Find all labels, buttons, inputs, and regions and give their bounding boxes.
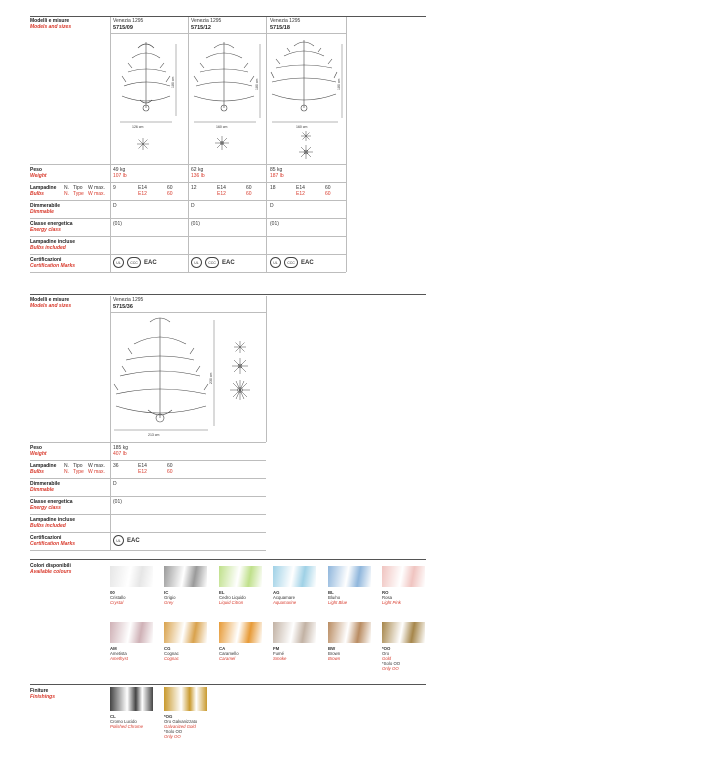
model-2-name: Venezia 1295 — [191, 18, 222, 24]
colour-name: Cristallo — [110, 595, 126, 600]
bulb-layout-icon — [229, 340, 251, 402]
label-weight: Peso Weight — [30, 167, 47, 179]
dimmable-value: D — [113, 203, 117, 209]
row-rule — [30, 200, 346, 201]
svg-text:230 cm: 230 cm — [209, 372, 213, 384]
bulbs-w-header: W max. — [88, 185, 105, 191]
row-rule — [30, 496, 266, 497]
finish-label — [164, 714, 197, 739]
svg-text:160 cm: 160 cm — [216, 125, 228, 129]
colour-name-en: Brown — [328, 656, 341, 661]
colour-name: Ametista — [110, 651, 127, 656]
col-sep — [266, 296, 267, 442]
label-certifications: Certificazioni Certification Marks — [30, 257, 76, 269]
finish-note-en: Only OO — [164, 734, 181, 739]
energy-value: (01) — [113, 499, 122, 505]
colour-swatch — [328, 566, 371, 587]
colour-name-en: Light Blue — [328, 600, 348, 605]
bulbs-type-header-en: Type — [73, 469, 84, 475]
colour-swatch — [382, 622, 425, 643]
colour-swatch — [328, 622, 371, 643]
ul-mark-icon: UL — [191, 257, 202, 268]
bulbs-w-header-en: W max. — [88, 191, 105, 197]
chandelier-drawing-5715-36 — [112, 314, 222, 438]
svg-text:160 cm: 160 cm — [296, 125, 308, 129]
finish-code: CL — [110, 714, 116, 719]
row-rule — [30, 460, 266, 461]
weight-value: 49 kg 107 lb — [113, 167, 127, 179]
bulbs-n-header-en: N. — [64, 469, 69, 475]
colour-code: *OO — [382, 646, 391, 651]
colour-swatch-label — [110, 590, 126, 605]
colour-swatch — [110, 566, 153, 587]
colour-code: IC — [164, 590, 169, 595]
svg-text:180 cm: 180 cm — [255, 78, 259, 90]
bulbs-w-header: W max. — [88, 463, 105, 469]
svg-text:180 cm: 180 cm — [337, 78, 341, 90]
colour-name-en: Cognac — [164, 656, 179, 661]
finishings-label: Finiture Finishings — [30, 688, 55, 700]
colour-name: Grigio — [164, 595, 176, 600]
colour-swatch — [382, 566, 425, 587]
cert-marks — [191, 257, 235, 268]
row-rule — [30, 236, 346, 237]
finish-note: *Solo OO — [164, 729, 183, 734]
colour-swatch-label — [382, 646, 400, 671]
model-4-code: 5715/36 — [113, 304, 133, 310]
cert-marks — [113, 257, 157, 268]
cert-marks — [113, 535, 140, 546]
label-dimmable: Dimmerabile Dimmable — [30, 481, 61, 493]
colour-name-en: Smoke — [273, 656, 287, 661]
colour-swatch — [110, 622, 153, 643]
ccc-mark-icon: CCC — [127, 257, 141, 268]
label-certifications: Certificazioni Certification Marks — [30, 535, 76, 547]
label-bulbs: Lampadine Bulbs — [30, 463, 57, 475]
colour-swatch-label — [382, 590, 401, 605]
bulbs-count: 9 — [113, 185, 116, 191]
eac-mark-icon: EAC — [127, 537, 140, 544]
eac-mark-icon: EAC — [222, 259, 235, 266]
section1-header-label: Modelli e misure Models and sizes — [30, 18, 72, 30]
colour-note-en: Only OO — [382, 666, 399, 671]
colour-swatch-label — [328, 590, 347, 605]
model-3-code: 5715/18 — [270, 25, 290, 31]
svg-text:213 cm: 213 cm — [148, 433, 160, 437]
colour-name: Blu/no — [328, 595, 341, 600]
row-rule — [30, 532, 266, 533]
finishings-top-rule — [30, 684, 426, 685]
colour-swatch — [273, 622, 316, 643]
colour-swatch-label — [328, 646, 340, 661]
chandelier-drawing-5715-09 — [118, 38, 184, 130]
bulbs-n-header: N. — [64, 463, 69, 469]
colour-note: *Solo OO — [382, 661, 401, 666]
colour-code: CG — [164, 646, 171, 651]
bulbs-type: E14 E12 — [138, 185, 147, 197]
bulbs-count: 12 — [191, 185, 197, 191]
weight-value: 85 kg 187 lb — [270, 167, 284, 179]
bulbs-type: E14 E12 — [296, 185, 305, 197]
bulbs-count: 18 — [270, 185, 276, 191]
colours-top-rule — [30, 559, 426, 560]
colour-swatch-label — [164, 646, 179, 661]
bulbs-type-header: Tipo — [73, 463, 83, 469]
row-rule — [30, 478, 266, 479]
colour-name-en: Gold — [382, 656, 392, 661]
model-4-name: Venezia 1295 — [113, 297, 144, 303]
colour-name-en: Liquid Citron — [219, 600, 244, 605]
bulbs-watt: 60 60 — [325, 185, 331, 197]
label-bulbs-included: Lampadine incluse Bulbs included — [30, 239, 76, 251]
label-energy-class: Classe energetica Energy class — [30, 221, 73, 233]
colours-label: Colori disponibili Available colours — [30, 563, 72, 575]
dimmable-value: D — [191, 203, 195, 209]
bulbs-count: 36 — [113, 463, 119, 469]
bulbs-watt: 60 60 — [167, 185, 173, 197]
row-rule — [30, 514, 266, 515]
row-rule — [30, 182, 346, 183]
colour-name: Rosa — [382, 595, 393, 600]
colour-name: Fumé — [273, 651, 284, 656]
eac-mark-icon: EAC — [301, 259, 314, 266]
dimmable-value: D — [113, 481, 117, 487]
finish-code: *OG — [164, 714, 173, 719]
colour-name-en: Crystal — [110, 600, 124, 605]
colour-code: AM — [110, 646, 117, 651]
colour-swatch — [164, 566, 207, 587]
colour-code: BW — [328, 646, 336, 651]
header-rule — [110, 33, 346, 34]
label-weight: Peso Weight — [30, 445, 47, 457]
eac-mark-icon: EAC — [144, 259, 157, 266]
finish-name-en: Galvanized Gold — [164, 724, 196, 729]
colour-swatch-label — [219, 646, 239, 661]
bulbs-type: E14 E12 — [138, 463, 147, 475]
bulb-layout-icon — [298, 130, 314, 160]
colour-code: CA — [219, 646, 226, 651]
colour-swatch — [164, 622, 207, 643]
model-2-code: 5715/12 — [191, 25, 211, 31]
bulbs-watt: 60 60 — [246, 185, 252, 197]
ul-mark-icon: UL — [113, 257, 124, 268]
finish-name: Cromo Lucido — [110, 719, 137, 724]
colour-swatch-label — [273, 646, 286, 661]
bulbs-watt: 60 60 — [167, 463, 173, 475]
colour-name-en: Grey — [164, 600, 174, 605]
dimmable-value: D — [270, 203, 274, 209]
col-sep-2 — [188, 17, 189, 272]
colour-code: EL — [219, 590, 225, 595]
colour-swatch-label — [110, 646, 128, 661]
ul-mark-icon: UL — [270, 257, 281, 268]
colour-code: 00 — [110, 590, 115, 595]
colour-swatch-label — [273, 590, 296, 605]
col-sep — [110, 296, 111, 551]
finish-name: Oro Galvanizzato — [164, 719, 198, 724]
col-sep-1 — [110, 17, 111, 272]
bulbs-n-header-en: N. — [64, 191, 69, 197]
ul-mark-icon: UL — [113, 535, 124, 546]
cert-marks — [270, 257, 314, 268]
header-rule — [110, 312, 266, 313]
ccc-mark-icon: CCC — [284, 257, 298, 268]
colour-code: FM — [273, 646, 280, 651]
section1-top-rule — [30, 16, 426, 17]
svg-text:180 cm: 180 cm — [171, 76, 175, 88]
row-rule — [30, 272, 346, 273]
finish-swatch — [164, 687, 207, 711]
colour-code: BL — [328, 590, 334, 595]
model-1-name: Venezia 1295 — [113, 18, 144, 24]
bulbs-type-header: Tipo — [73, 185, 83, 191]
colour-code: RO — [382, 590, 389, 595]
bulbs-n-header: N. — [64, 185, 69, 191]
chandelier-drawing-5715-18 — [270, 38, 346, 130]
colour-name-en: Aquamarine — [273, 600, 297, 605]
colour-name-en: Caramel — [219, 656, 236, 661]
bulb-layout-icon — [215, 136, 229, 150]
section2-top-rule — [30, 294, 426, 295]
label-bulbs-included: Lampadine incluse Bulbs included — [30, 517, 76, 529]
colour-swatch — [273, 566, 316, 587]
label-energy-class: Classe energetica Energy class — [30, 499, 73, 511]
weight-value: 185 kg 407 lb — [113, 445, 129, 457]
colour-name: Caramello — [219, 651, 239, 656]
svg-text:126 cm: 126 cm — [132, 125, 144, 129]
colour-name: Cognac — [164, 651, 179, 656]
colour-name: Acquamare — [273, 595, 295, 600]
colour-swatch-label — [164, 590, 175, 605]
energy-value: (01) — [191, 221, 200, 227]
finish-swatch — [110, 687, 153, 711]
colour-swatch — [219, 566, 262, 587]
bulbs-w-header-en: W max. — [88, 469, 105, 475]
row-rule — [30, 550, 266, 551]
weight-value: 62 kg 136 lb — [191, 167, 205, 179]
col-sep-3 — [266, 17, 267, 272]
colour-name: Brown — [328, 651, 341, 656]
colour-name: Oro — [382, 651, 390, 656]
colour-code: AG — [273, 590, 280, 595]
row-rule — [30, 442, 266, 443]
colour-name: Cedro Liquido — [219, 595, 246, 600]
ccc-mark-icon: CCC — [205, 257, 219, 268]
row-rule — [30, 218, 346, 219]
energy-value: (01) — [270, 221, 279, 227]
colour-swatch — [219, 622, 262, 643]
model-1-code: 5715/09 — [113, 25, 133, 31]
model-3-name: Venezia 1295 — [270, 18, 301, 24]
col-sep-4 — [346, 17, 347, 272]
finish-name-en: Polished Chrome — [110, 724, 143, 729]
row-rule — [30, 164, 346, 165]
bulbs-type-header-en: Type — [73, 191, 84, 197]
label-bulbs: Lampadine Bulbs — [30, 185, 57, 197]
bulb-layout-icon — [137, 138, 149, 150]
bulbs-type: E14 E12 — [217, 185, 226, 197]
section2-header-label: Modelli e misure Models and sizes — [30, 297, 72, 309]
row-rule — [30, 254, 346, 255]
colour-name-en: Light Pink — [382, 600, 401, 605]
colour-swatch-label — [219, 590, 246, 605]
colour-name-en: Amethyst — [110, 656, 128, 661]
energy-value: (01) — [113, 221, 122, 227]
finish-label — [110, 714, 143, 729]
label-dimmable: Dimmerabile Dimmable — [30, 203, 61, 215]
chandelier-drawing-5715-12 — [192, 38, 266, 130]
